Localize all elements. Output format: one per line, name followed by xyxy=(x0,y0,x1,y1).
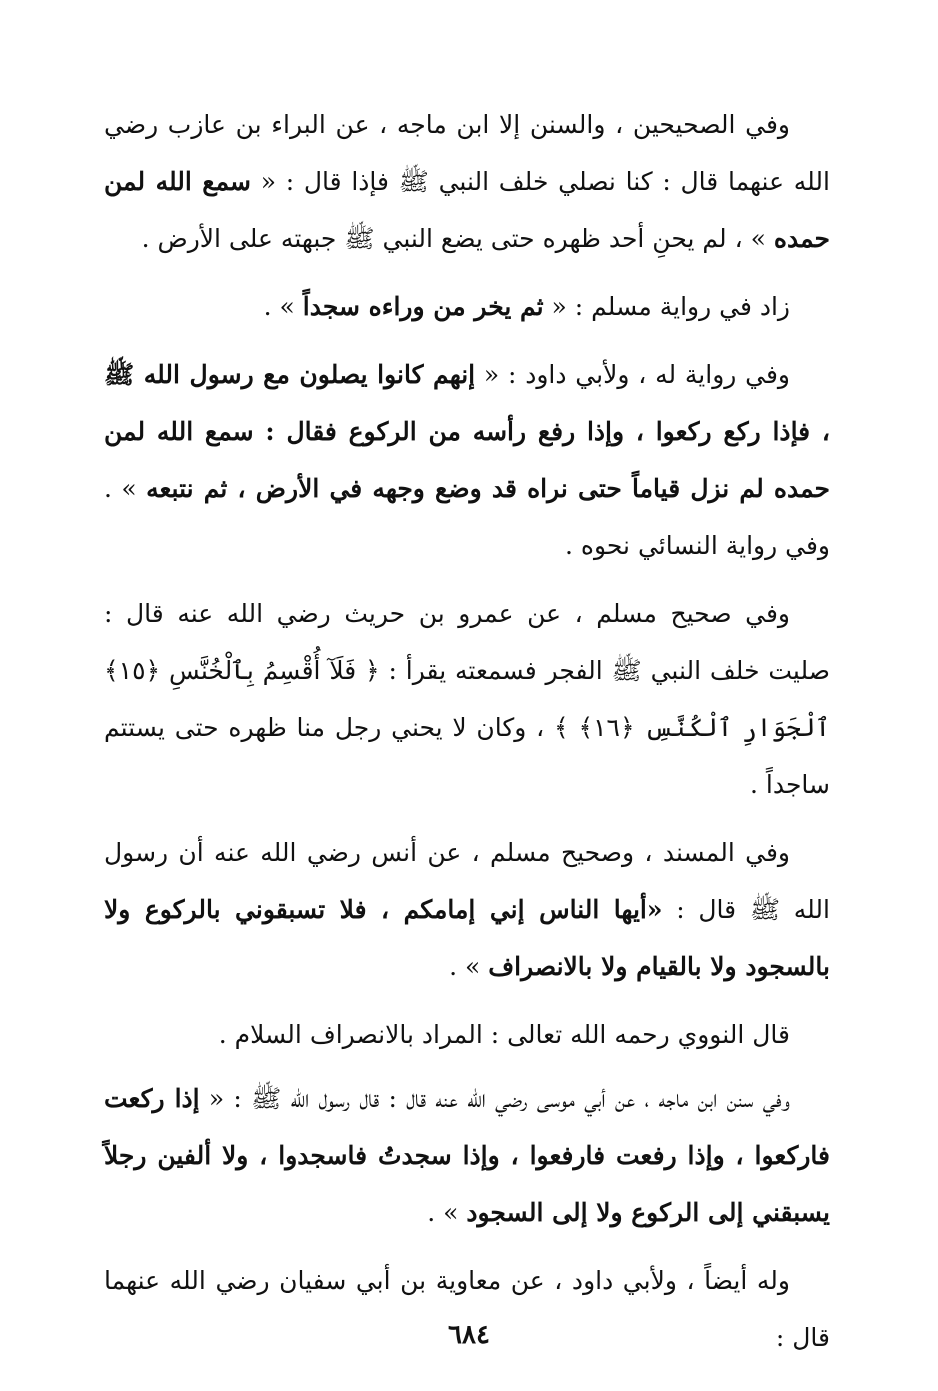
paragraph-7 xyxy=(104,1070,830,1241)
bold-quote: سمع الله لمن حمده xyxy=(104,167,830,253)
bold-quote: إذا ركعت فاركعوا ، وإذا رفعت فارفعوا ، وإذا سجدتُ فاسجدوا ، ولا ألفين رجلاً يسبقني إلى الركوع ولا إلى السجود xyxy=(104,1084,830,1227)
page-body xyxy=(104,96,830,1377)
text-segment: وفي الصحيحين ، والسنن إلا ابن ماجه ، عن البراء بن عازب رضي الله عنهما قال : كنا نصلي خلف النبي ﷺ فإذا قال : « xyxy=(104,110,830,196)
text-segment: » . xyxy=(427,1198,467,1227)
text-segment: وفي المسند ، وصحيح مسلم ، عن أنس رضي الله عنه أن رسول الله ﷺ قال : xyxy=(104,838,830,924)
page-number: ٦٨٤ xyxy=(448,1320,490,1350)
text-segment: » . xyxy=(263,292,303,321)
text-segment: وفي سنن ابن ماجه ، عن أبي موسى رضي الله عنه قال : قال رسول الله ﷺ : « xyxy=(199,1084,791,1113)
bold-quote: إنهم كانوا يصلون مع رسول الله ﷺ ، فإذا ركع ركعوا ، وإذا رفع رأسه من الركوع فقال : سمع الله لمن حمده لم نزل قياماً حتى نراه قد وضع وجهه في الأرض ، ثم نتبعه xyxy=(104,360,830,503)
paragraph-3 xyxy=(104,346,830,574)
text-segment: وفي صحيح مسلم ، عن عمرو بن حريث رضي الله عنه قال : صليت خلف النبي ﷺ الفجر فسمعته يقرأ : ﴿ فَلَآ أُقْسِمُ بِٱلْخُنَّسِ ﴿١٥﴾ ٱلْجَوَارِ ٱلْكُنَّسِ ﴿١٦﴾ ﴾ ، وكان لا يحني رجل منا ظهره حتى يستتم ساجداً . xyxy=(104,599,830,799)
text-segment: قال النووي رحمه الله تعالى : المراد بالانصراف السلام . xyxy=(218,1020,790,1049)
bold-quote: «أيها الناس إني إمامكم ، فلا تسبقوني بالركوع ولا بالسجود ولا بالقيام ولا بالانصراف xyxy=(104,895,830,981)
text-segment: وله أيضاً ، ولأبي داود ، عن معاوية بن أبي سفيان رضي الله عنهما قال : xyxy=(104,1266,830,1352)
paragraph-6 xyxy=(104,1006,830,1063)
paragraph-5 xyxy=(104,824,830,995)
text-segment: » ، لم يحنِ أحد ظهره حتى يضع النبي ﷺ جبهته على الأرض . xyxy=(141,224,774,253)
text-segment: وفي رواية له ، ولأبي داود : « xyxy=(475,360,790,389)
paragraph-4 xyxy=(104,585,830,813)
text-segment: » . وفي رواية النسائي نحوه . xyxy=(104,474,830,560)
text-segment: » . xyxy=(449,952,489,981)
paragraph-1 xyxy=(104,96,830,267)
paragraph-2 xyxy=(104,278,830,335)
bold-quote: ثم يخر من وراءه سجداً xyxy=(302,292,544,321)
text-segment: زاد في رواية مسلم : « xyxy=(543,292,790,321)
